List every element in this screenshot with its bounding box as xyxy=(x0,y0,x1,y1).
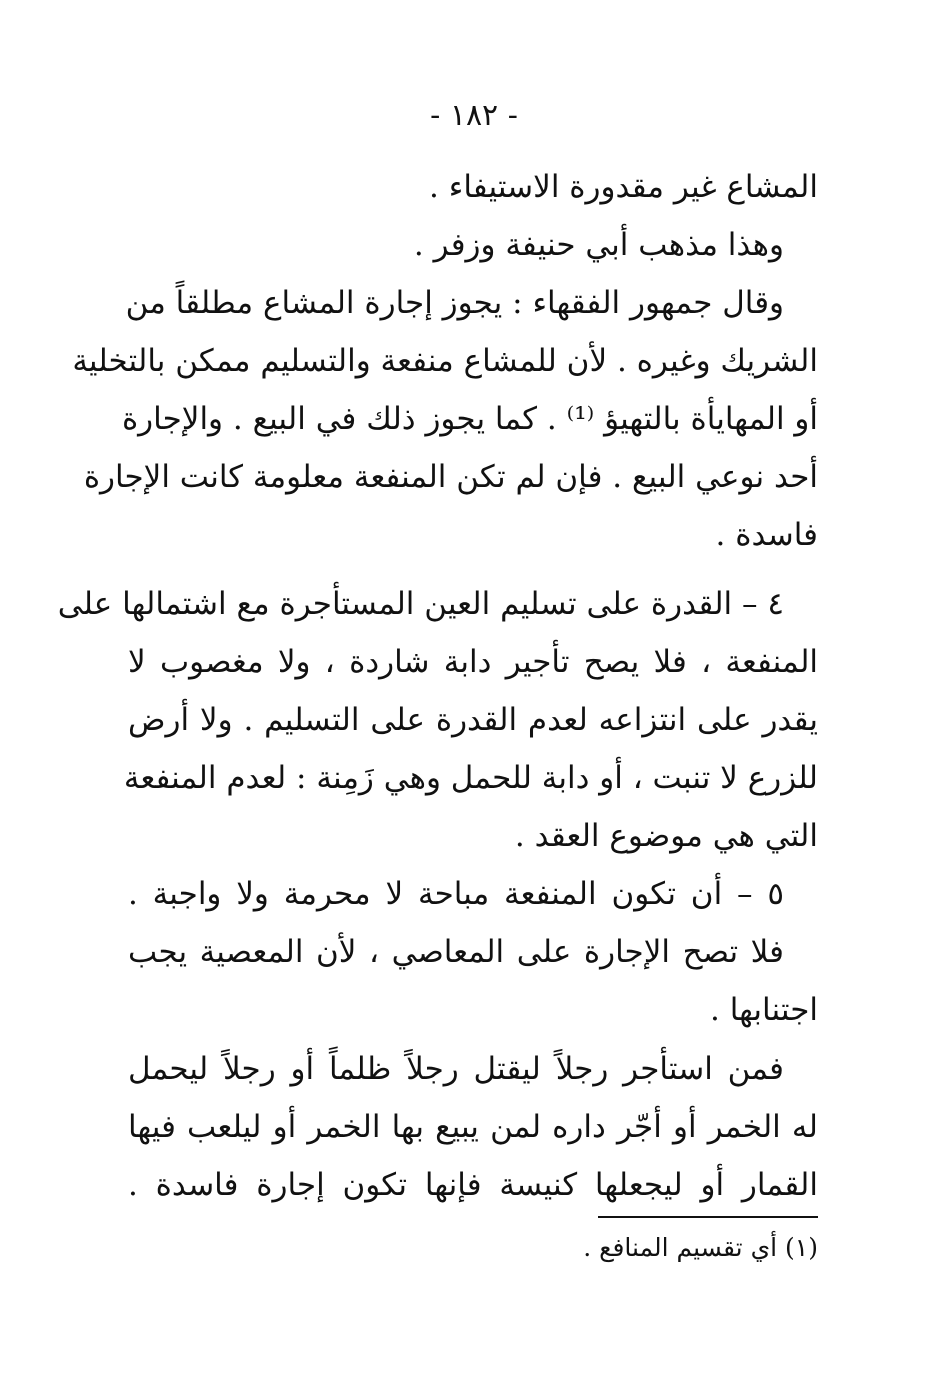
text-line: يقدر على انتزاعه لعدم القدرة على التسليم . ولا أرض xyxy=(128,702,818,738)
text-line: ٤ – القدرة على تسليم العين المستأجرة مع اشتمالها على xyxy=(57,586,784,622)
text-line: للزرع لا تنبت ، أو دابة للحمل وهي زَمِنة : لعدم المنفعة xyxy=(123,760,818,796)
text-line: أو المهايأة بالتهيؤ ⁽¹⁾ . كما يجوز ذلك في البيع . والإجارة xyxy=(121,401,818,437)
paragraph-block-1 xyxy=(72,158,818,564)
footnote: (١) أي تقسيم المنافع . xyxy=(583,1233,818,1262)
paragraph-block-2 xyxy=(57,575,818,1039)
footnote-divider xyxy=(598,1216,818,1218)
page-number: - ١٨٢ - xyxy=(430,98,518,133)
text-line: له الخمر أو أجّر داره لمن يبيع بها الخمر أو ليلعب فيها xyxy=(128,1109,818,1145)
text-line: فمن استأجر رجلاً ليقتل رجلاً ظلماً أو رجلاً ليحمل xyxy=(128,1051,784,1087)
text-line: التي هي موضوع العقد . xyxy=(514,818,818,854)
text-line: المشاع غير مقدورة الاستيفاء . xyxy=(429,169,818,205)
text-line: الشريك وغيره . لأن للمشاع منفعة والتسليم ممكن بالتخلية xyxy=(72,343,818,379)
text-line: أحد نوعي البيع . فإن لم تكن المنفعة معلومة كانت الإجارة xyxy=(83,459,818,495)
text-line: المنفعة ، فلا يصح تأجير دابة شاردة ، ولا مغصوب لا xyxy=(128,644,818,680)
text-line: القمار أو ليجعلها كنيسة فإنها تكون إجارة فاسدة . xyxy=(128,1167,818,1203)
text-line: فاسدة . xyxy=(715,517,818,553)
text-line: وقال جمهور الفقهاء : يجوز إجارة المشاع مطلقاً من xyxy=(125,285,784,321)
text-line: اجتنابها . xyxy=(709,992,818,1028)
text-line: وهذا مذهب أبي حنيفة وزفر . xyxy=(413,227,784,263)
text-line: فلا تصح الإجارة على المعاصي ، لأن المعصية يجب xyxy=(128,934,784,970)
text-line: ٥ – أن تكون المنفعة مباحة لا محرمة ولا واجبة . xyxy=(128,876,784,912)
paragraph-block-3 xyxy=(128,1040,818,1214)
